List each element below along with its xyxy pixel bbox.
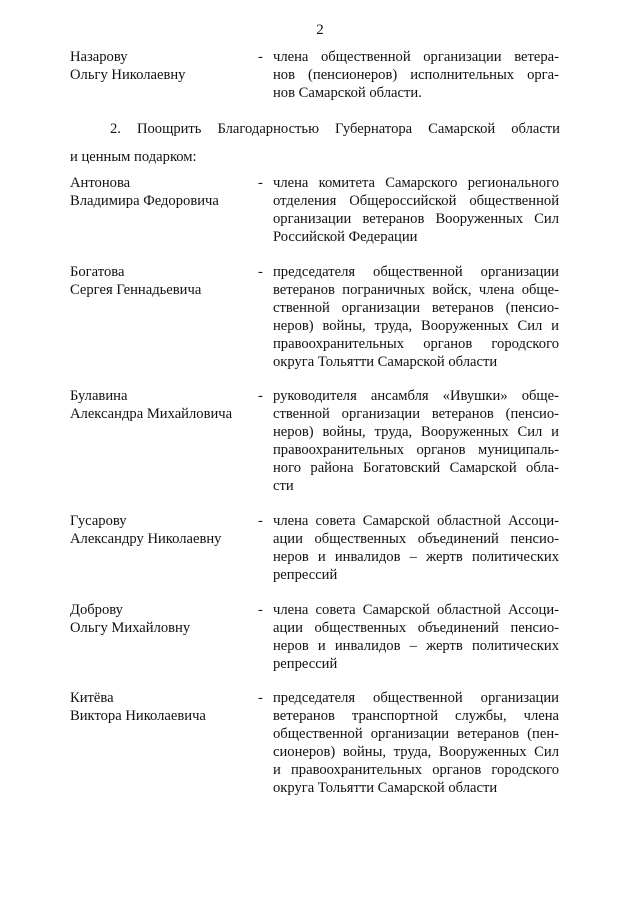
entry-dash: - (258, 49, 263, 65)
entry-dash: - (258, 175, 263, 191)
recipient-description: члена общественной организации ветера- нов (пенсионеров) исполнительных орга- нов Самарской области. (273, 49, 559, 101)
entry-dash: - (258, 513, 263, 529)
recipient-description: руководителя ансамбля «Ивушки» обще- ственной организации ветеранов (пенсио- неров) войны, труда, Вооруженных Сил и правоохранительных органов муниципаль- ного района Богатовский Самарской обла- сти (273, 388, 559, 494)
recipient-name: Назарову Ольгу Николаевну (70, 49, 186, 83)
recipient-description: председателя общественной организации ветеранов пограничных войск, члена обще- ственной организации ветеранов (пенсио- неров) войны, труда, Вооруженных Сил и правоохранительных органов городского округа Тольятти Самарской области (273, 264, 559, 370)
entry-dash: - (258, 388, 263, 404)
recipient-description: члена комитета Самарского регионального отделения Общероссийской общественной организации ветеранов Вооруженных Сил Российской Федерации (273, 175, 559, 245)
recipient-name: Антонова Владимира Федоровича (70, 175, 219, 209)
clause-heading: 2. Поощрить Благодарностью Губернатора Самарской области (110, 121, 560, 137)
recipient-name: Богатова Сергея Геннадьевича (70, 264, 202, 298)
recipient-name: Китёва Виктора Николаевича (70, 690, 206, 724)
clause-continuation: и ценным подарком: (70, 149, 197, 165)
entry-dash: - (258, 690, 263, 706)
entry-dash: - (258, 264, 263, 280)
entry-dash: - (258, 602, 263, 618)
recipient-name: Гусарову Александру Николаевну (70, 513, 222, 547)
recipient-description: члена совета Самарской областной Ассоци- ации общественных объединений пенсио- неров и инвалидов – жертв политических репрессий (273, 602, 559, 672)
recipient-name: Доброву Ольгу Михайловну (70, 602, 191, 636)
recipient-description: члена совета Самарской областной Ассоци- ации общественных объединений пенсио- неров и инвалидов – жертв политических репрессий (273, 513, 559, 583)
recipient-description: председателя общественной организации ветеранов транспортной службы, члена общественной организации ветеранов (пен- сионеров) войны, труда, Вооруженных Сил и правоохранительных органов городского округа Тольятти Самарской области (273, 690, 559, 796)
page-number: 2 (316, 22, 324, 38)
recipient-name: Булавина Александра Михайловича (70, 388, 233, 422)
